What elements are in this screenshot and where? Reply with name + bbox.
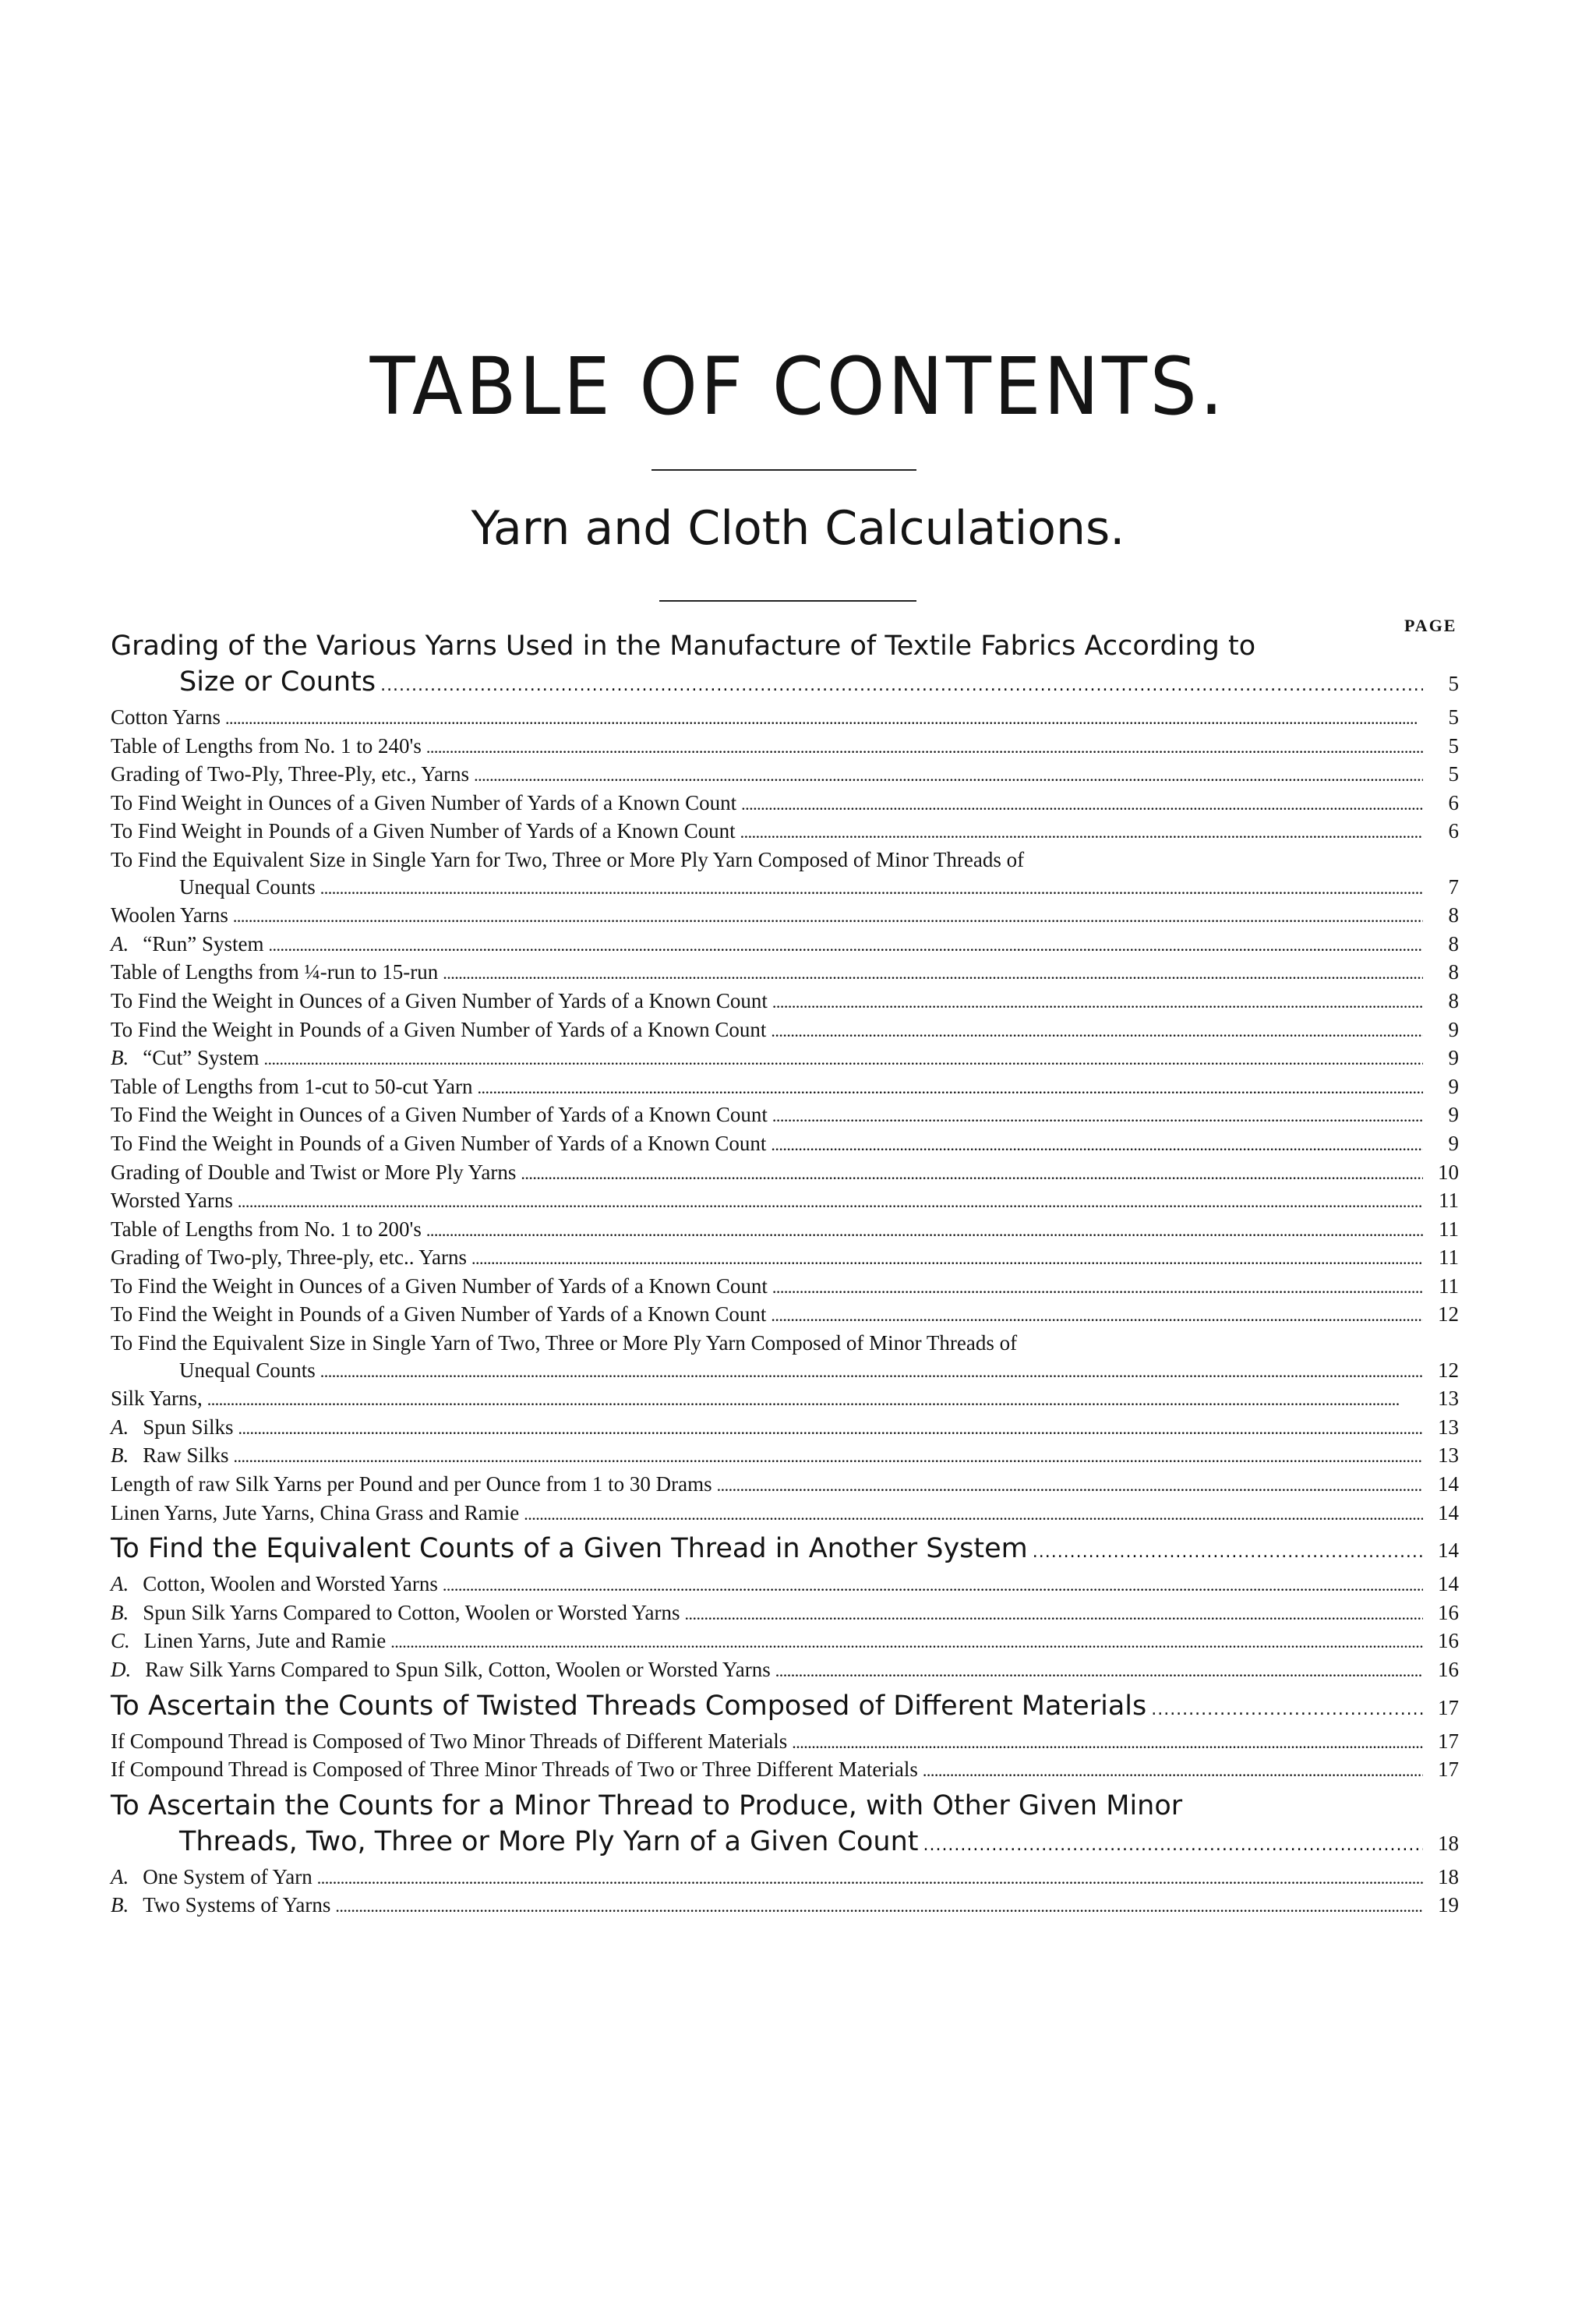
dot-leader [772, 1101, 1423, 1130]
toc-entry [111, 704, 1459, 733]
dot-leader [684, 1599, 1423, 1628]
toc-entry-title: To Find Weight in Pounds of a Given Number of Yards of a Known Count [111, 819, 736, 843]
toc-entry [111, 902, 1459, 931]
toc-entry [111, 1471, 1459, 1500]
toc-entry-prefix: D. [111, 1658, 132, 1681]
toc-entry-page: 5 [1448, 733, 1459, 758]
toc-entry-title: Raw Silk Yarns Compared to Spun Silk, Cotton, Woolen or Worsted Yarns [145, 1658, 771, 1681]
dot-leader [923, 1756, 1423, 1785]
toc-entry-title: Silk Yarns, [111, 1387, 203, 1411]
dot-leader [225, 704, 1423, 733]
section-subtitle: Yarn and Cloth Calculations. [471, 501, 1125, 556]
toc-entry-page: 16 [1438, 1600, 1459, 1624]
toc-entry-title: One System of Yarn [143, 1864, 312, 1888]
toc-entry-page: 16 [1438, 1658, 1459, 1681]
toc-entry-page: 11 [1439, 1217, 1459, 1241]
toc-entry-page: 16 [1438, 1629, 1459, 1653]
toc-entry [111, 1044, 1459, 1073]
toc-entry-title: To Find the Weight in Pounds of a Given Number of Yards of a Known Count [111, 1017, 767, 1041]
dot-leader [771, 1301, 1423, 1330]
dot-leader [207, 1385, 1423, 1414]
toc-list [111, 628, 1459, 1920]
toc-entry-title: Raw Silks [143, 1443, 229, 1468]
toc-entry-title: Unequal Counts [179, 1358, 316, 1382]
toc-entry [111, 1728, 1459, 1757]
toc-entry-page: 11 [1439, 1189, 1459, 1213]
toc-entry [111, 761, 1459, 790]
dot-leader [233, 902, 1423, 931]
dot-leader [717, 1471, 1423, 1500]
dot-leader [792, 1728, 1423, 1757]
toc-entry-prefix: A. [111, 931, 129, 956]
page-column-label: PAGE [1404, 616, 1457, 635]
toc-entry-page: 5 [1448, 672, 1459, 695]
toc-entry-title: To Find the Weight in Ounces of a Given Number of Yards of a Known Count [111, 988, 768, 1012]
toc-entry-first-line: To Ascertain the Counts for a Minor Thread to Produce, with Other Given Minor [111, 1789, 1183, 1821]
toc-entry-page: 9 [1448, 1074, 1459, 1098]
toc-entry-page: 18 [1438, 1864, 1459, 1888]
toc-entry-title: Length of raw Silk Yarns per Pound and per Ounce from 1 to 30 Drams [111, 1472, 712, 1496]
toc-entry [111, 931, 1459, 959]
toc-entry-page: 7 [1448, 874, 1459, 899]
toc-entry [111, 1216, 1459, 1245]
toc-entry-page: 17 [1438, 1758, 1459, 1782]
toc-entry-prefix: B. [111, 1600, 129, 1624]
toc-entry-title: Linen Yarns, Jute Yarns, China Grass and Ramie [111, 1500, 520, 1524]
toc-entry-title: Two Systems of Yarns [143, 1893, 331, 1917]
toc-entry-title: Table of Lengths from No. 1 to 200's [111, 1217, 422, 1241]
toc-entry-page: 19 [1438, 1893, 1459, 1917]
toc-entry-title: Woolen Yarns [111, 903, 228, 927]
toc-entry [111, 1788, 1459, 1864]
toc-entry-first-line: Grading of the Various Yarns Used in the Manufacture of Textile Fabrics According to [111, 631, 1256, 662]
dot-leader [771, 1016, 1423, 1045]
toc-entry-page: 17 [1438, 1695, 1459, 1719]
toc-entry [111, 1656, 1459, 1685]
toc-entry-page: 13 [1438, 1415, 1459, 1439]
dot-leader [1033, 1531, 1423, 1570]
toc-entry [111, 1864, 1459, 1892]
toc-entry-title: If Compound Thread is Composed of Three Minor Threads of Two or Three Different Materials [111, 1758, 918, 1782]
dot-leader [524, 1500, 1423, 1528]
dot-leader [320, 874, 1423, 903]
dot-leader [426, 1216, 1423, 1245]
toc-entry [111, 1187, 1459, 1216]
toc-entry-title: Unequal Counts [179, 874, 316, 899]
toc-entry [111, 628, 1459, 704]
toc-entry-title: Table of Lengths from ¼-run to 15-run [111, 960, 439, 984]
dot-leader [234, 1442, 1423, 1471]
dot-leader [269, 931, 1424, 959]
dot-leader [521, 1159, 1423, 1188]
toc-entry-page: 10 [1438, 1160, 1459, 1184]
toc-entry-title: Size or Counts [179, 666, 376, 698]
toc-entry [111, 1892, 1459, 1920]
toc-entry-title: To Find the Weight in Ounces of a Given Number of Yards of a Known Count [111, 1103, 768, 1127]
toc-entry [111, 846, 1459, 902]
toc-entry-page: 18 [1438, 1831, 1459, 1855]
toc-entry-title: If Compound Thread is Composed of Two Minor Threads of Different Materials [111, 1729, 788, 1753]
toc-entry-title: Grading of Double and Twist or More Ply Yarns [111, 1160, 517, 1184]
dot-leader [264, 1044, 1424, 1073]
toc-entry-page: 5 [1448, 762, 1459, 786]
toc-entry-prefix: C. [111, 1629, 130, 1653]
toc-entry-title: Threads, Two, Three or More Ply Yarn of a Given Count [179, 1825, 919, 1857]
toc-entry [111, 1273, 1459, 1302]
toc-entry-title: Spun Silks [143, 1415, 234, 1439]
toc-entry-first-line: To Find the Equivalent Size in Single Yarn for Two, Three or More Ply Yarn Composed of Minor Threads of [111, 847, 1025, 871]
toc-entry [111, 1330, 1459, 1385]
toc-entry-page: 14 [1438, 1572, 1459, 1596]
toc-entry-title: To Find Weight in Ounces of a Given Number of Yards of a Known Count [111, 790, 737, 814]
toc-entry-page: 6 [1448, 819, 1459, 843]
toc-entry [111, 1385, 1459, 1414]
toc-entry [111, 1159, 1459, 1188]
toc-entry-page: 14 [1438, 1472, 1459, 1496]
toc-entry-page: 6 [1448, 790, 1459, 814]
toc-entry-title: To Find the Weight in Ounces of a Given Number of Yards of a Known Count [111, 1274, 768, 1298]
toc-entry-page: 11 [1439, 1245, 1459, 1270]
dot-leader [443, 1570, 1423, 1599]
toc-entry-title: Grading of Two-ply, Three-ply, etc.. Yarns [111, 1245, 468, 1270]
toc-entry [111, 1301, 1459, 1330]
toc-entry-page: 5 [1448, 705, 1459, 729]
toc-entry-prefix: B. [111, 1046, 129, 1070]
toc-entry-page: 14 [1438, 1539, 1459, 1563]
toc-entry-prefix: A. [111, 1864, 129, 1888]
toc-entry-page: 8 [1448, 931, 1459, 956]
toc-entry-title: Worsted Yarns [111, 1189, 233, 1213]
toc-entry-page: 8 [1448, 960, 1459, 984]
toc-entry-prefix: A. [111, 1415, 129, 1439]
toc-entry-page: 13 [1438, 1387, 1459, 1411]
toc-entry-page: 11 [1439, 1274, 1459, 1298]
toc-entry [111, 1756, 1459, 1785]
toc-entry [111, 987, 1459, 1016]
dot-leader [238, 1414, 1423, 1443]
dot-leader [775, 1656, 1423, 1685]
dot-leader [443, 959, 1423, 987]
dot-leader [740, 818, 1423, 846]
toc-entry-page: 17 [1438, 1729, 1459, 1753]
toc-entry [111, 959, 1459, 987]
toc-entry-page: 9 [1448, 1046, 1459, 1070]
toc-entry-first-line: To Find the Equivalent Size in Single Yarn of Two, Three or More Ply Yarn Composed of Minor Threads of [111, 1331, 1018, 1355]
toc-entry [111, 1442, 1459, 1471]
toc-entry-page: 12 [1438, 1302, 1459, 1327]
toc-entry [111, 1599, 1459, 1628]
dot-leader [471, 1244, 1423, 1273]
subtitle-divider [659, 600, 916, 602]
dot-leader [1151, 1688, 1423, 1728]
title-divider [651, 469, 916, 471]
toc-entry-title: Cotton, Woolen and Worsted Yarns [143, 1572, 438, 1596]
dot-leader [474, 761, 1423, 790]
toc-entry-title: To Find the Weight in Pounds of a Given Number of Yards of a Known Count [111, 1302, 767, 1327]
dot-leader [317, 1864, 1423, 1892]
toc-entry-title: Cotton Yarns [111, 705, 221, 729]
page-title: TABLE OF CONTENTS. [369, 341, 1227, 433]
toc-entry-title: To Find the Weight in Pounds of a Given Number of Yards of a Known Count [111, 1131, 767, 1155]
dot-leader [772, 1273, 1423, 1302]
toc-entry-title: “Cut” System [143, 1046, 260, 1070]
toc-entry [111, 1570, 1459, 1599]
toc-entry [111, 1627, 1459, 1656]
dot-leader [390, 1627, 1423, 1656]
dot-leader [772, 987, 1423, 1016]
toc-entry-page: 9 [1448, 1103, 1459, 1127]
toc-entry-page: 9 [1448, 1017, 1459, 1041]
toc-entry [111, 818, 1459, 846]
toc-entry [111, 1414, 1459, 1443]
toc-entry-title: Linen Yarns, Jute and Ramie [143, 1629, 387, 1653]
dot-leader [238, 1187, 1423, 1216]
toc-entry-page: 14 [1438, 1500, 1459, 1524]
toc-entry-title: “Run” System [143, 931, 264, 956]
toc-entry-page: 13 [1438, 1443, 1459, 1468]
toc-entry-title: Grading of Two-Ply, Three-Ply, etc., Yarns [111, 762, 470, 786]
toc-entry-page: 8 [1448, 988, 1459, 1012]
toc-entry-title: To Find the Equivalent Counts of a Given Thread in Another System [111, 1533, 1028, 1565]
dot-leader [380, 664, 1423, 704]
toc-entry-title: To Ascertain the Counts of Twisted Threads Composed of Different Materials [111, 1690, 1147, 1722]
toc-entry-prefix: B. [111, 1893, 129, 1917]
dot-leader [923, 1824, 1423, 1864]
toc-entry [111, 1500, 1459, 1528]
toc-entry-title: Table of Lengths from 1-cut to 50-cut Yarn [111, 1074, 473, 1098]
toc-entry [111, 1244, 1459, 1273]
dot-leader [335, 1892, 1423, 1920]
toc-entry-prefix: B. [111, 1443, 129, 1468]
toc-entry-prefix: A. [111, 1572, 129, 1596]
toc-entry [111, 1130, 1459, 1159]
toc-entry-page: 8 [1448, 903, 1459, 927]
dot-leader [478, 1073, 1423, 1102]
dot-leader [320, 1357, 1423, 1386]
toc-entry-title: Spun Silk Yarns Compared to Cotton, Woolen or Worsted Yarns [143, 1600, 680, 1624]
dot-leader [771, 1130, 1423, 1159]
toc-entry [111, 790, 1459, 818]
toc-entry-page: 12 [1438, 1358, 1459, 1382]
toc-entry [111, 1016, 1459, 1045]
toc-entry [111, 1531, 1459, 1570]
dot-leader [741, 790, 1423, 818]
toc-entry [111, 1688, 1459, 1728]
toc-entry-title: Table of Lengths from No. 1 to 240's [111, 733, 422, 758]
toc-entry [111, 1073, 1459, 1102]
toc-entry [111, 1101, 1459, 1130]
dot-leader [426, 733, 1423, 761]
toc-entry-page: 9 [1448, 1131, 1459, 1155]
toc-entry [111, 733, 1459, 761]
